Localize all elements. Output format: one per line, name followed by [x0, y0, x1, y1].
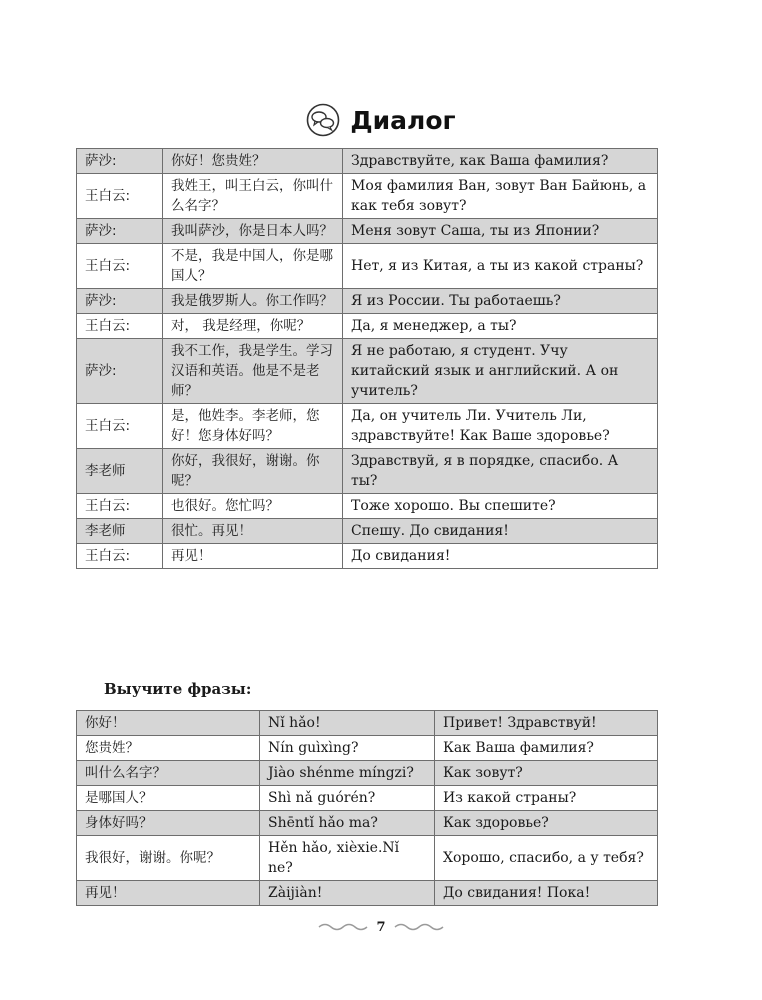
translation-cell: Привет! Здравствуй!	[435, 711, 658, 736]
speaker-cell: 王白云:	[77, 244, 163, 289]
chinese-phrase-cell: 再见！	[77, 881, 260, 906]
wave-ornament-left-icon	[318, 921, 368, 933]
russian-line-cell: Здравствуйте, как Ваша фамилия?	[343, 149, 658, 174]
page-title-block	[0, 98, 762, 142]
chinese-phrase-cell: 叫什么名字？	[77, 761, 260, 786]
pinyin-cell: Nǐ hǎo!	[260, 711, 435, 736]
speaker-cell: 王白云:	[77, 314, 163, 339]
speaker-cell: 萨沙:	[77, 339, 163, 404]
chinese-phrase-cell: 你好！	[77, 711, 260, 736]
russian-line-cell: Меня зовут Саша, ты из Японии?	[343, 219, 658, 244]
russian-line-cell: Здравствуй, я в порядке, спасибо. А ты?	[343, 449, 658, 494]
speaker-cell: 萨沙:	[77, 289, 163, 314]
translation-cell: До свидания! Пока!	[435, 881, 658, 906]
dialog-row	[77, 404, 658, 449]
russian-line-cell: Да, я менеджер, а ты?	[343, 314, 658, 339]
translation-cell: Как здоровье?	[435, 811, 658, 836]
page-footer	[0, 914, 762, 940]
wave-ornament-right-icon	[394, 921, 444, 933]
dialog-bubbles-icon	[306, 103, 340, 137]
pinyin-cell: Nín guìxìng?	[260, 736, 435, 761]
pinyin-cell: Shēntǐ hǎo ma?	[260, 811, 435, 836]
translation-cell: Как зовут?	[435, 761, 658, 786]
phrase-row	[77, 711, 658, 736]
speaker-cell: 李老师	[77, 519, 163, 544]
speaker-cell: 王白云:	[77, 174, 163, 219]
russian-line-cell: Моя фамилия Ван, зовут Ван Байюнь, а как тебя зовут?	[343, 174, 658, 219]
russian-line-cell: Я не работаю, я студент. Учу китайский язык и английский. А он учитель?	[343, 339, 658, 404]
page-title: Диалог	[350, 105, 456, 135]
dialog-row	[77, 289, 658, 314]
chinese-line-cell: 再见！	[163, 544, 343, 569]
phrase-row	[77, 761, 658, 786]
dialog-table-body	[77, 149, 658, 569]
chinese-line-cell: 我不工作，我是学生。学习汉语和英语。他是不是老师？	[163, 339, 343, 404]
dialog-row	[77, 544, 658, 569]
speaker-cell: 王白云:	[77, 404, 163, 449]
russian-line-cell: Да, он учитель Ли. Учитель Ли, здравствуйте! Как Ваше здоровье?	[343, 404, 658, 449]
chinese-line-cell: 也很好。您忙吗？	[163, 494, 343, 519]
translation-cell: Хорошо, спасибо, а у тебя?	[435, 836, 658, 881]
russian-line-cell: Я из России. Ты работаешь?	[343, 289, 658, 314]
dialog-row	[77, 449, 658, 494]
chinese-phrase-cell: 是哪国人？	[77, 786, 260, 811]
chinese-phrase-cell: 身体好吗？	[77, 811, 260, 836]
chinese-line-cell: 我是俄罗斯人。你工作吗？	[163, 289, 343, 314]
dialog-row	[77, 339, 658, 404]
dialog-row	[77, 174, 658, 219]
phrase-row	[77, 811, 658, 836]
speaker-cell: 王白云:	[77, 544, 163, 569]
dialog-row	[77, 314, 658, 339]
russian-line-cell: Тоже хорошо. Вы спешите?	[343, 494, 658, 519]
chinese-line-cell: 我叫萨沙，你是日本人吗？	[163, 219, 343, 244]
dialog-row	[77, 244, 658, 289]
chinese-line-cell: 是，他姓李。李老师，您好！您身体好吗？	[163, 404, 343, 449]
pinyin-cell: Hěn hǎo, xièxie.Nǐ ne?	[260, 836, 435, 881]
dialog-table	[76, 148, 658, 569]
russian-line-cell: Спешу. До свидания!	[343, 519, 658, 544]
pinyin-cell: Zàijiàn!	[260, 881, 435, 906]
phrases-table	[76, 710, 658, 906]
phrases-heading: Выучите фразы:	[104, 680, 252, 698]
chinese-line-cell: 对， 我是经理，你呢？	[163, 314, 343, 339]
pinyin-cell: Shì nǎ guórén?	[260, 786, 435, 811]
dialog-row	[77, 494, 658, 519]
speaker-cell: 萨沙:	[77, 219, 163, 244]
translation-cell: Как Ваша фамилия?	[435, 736, 658, 761]
speaker-cell: 萨沙:	[77, 149, 163, 174]
russian-line-cell: До свидания!	[343, 544, 658, 569]
page-number: 7	[376, 919, 386, 935]
speaker-cell: 李老师	[77, 449, 163, 494]
phrase-row	[77, 881, 658, 906]
pinyin-cell: Jiào shénme míngzi?	[260, 761, 435, 786]
chinese-line-cell: 不是，我是中国人，你是哪国人？	[163, 244, 343, 289]
chinese-line-cell: 很忙。再见！	[163, 519, 343, 544]
chinese-line-cell: 你好，我很好，谢谢。你呢？	[163, 449, 343, 494]
phrase-row	[77, 836, 658, 881]
chinese-line-cell: 我姓王，叫王白云，你叫什么名字？	[163, 174, 343, 219]
translation-cell: Из какой страны?	[435, 786, 658, 811]
dialog-row	[77, 219, 658, 244]
chinese-line-cell: 你好！您贵姓？	[163, 149, 343, 174]
chinese-phrase-cell: 您贵姓？	[77, 736, 260, 761]
chinese-phrase-cell: 我很好，谢谢。你呢？	[77, 836, 260, 881]
phrase-row	[77, 786, 658, 811]
russian-line-cell: Нет, я из Китая, а ты из какой страны?	[343, 244, 658, 289]
speaker-cell: 王白云:	[77, 494, 163, 519]
phrase-row	[77, 736, 658, 761]
dialog-row	[77, 149, 658, 174]
dialog-row	[77, 519, 658, 544]
phrases-table-body	[77, 711, 658, 906]
